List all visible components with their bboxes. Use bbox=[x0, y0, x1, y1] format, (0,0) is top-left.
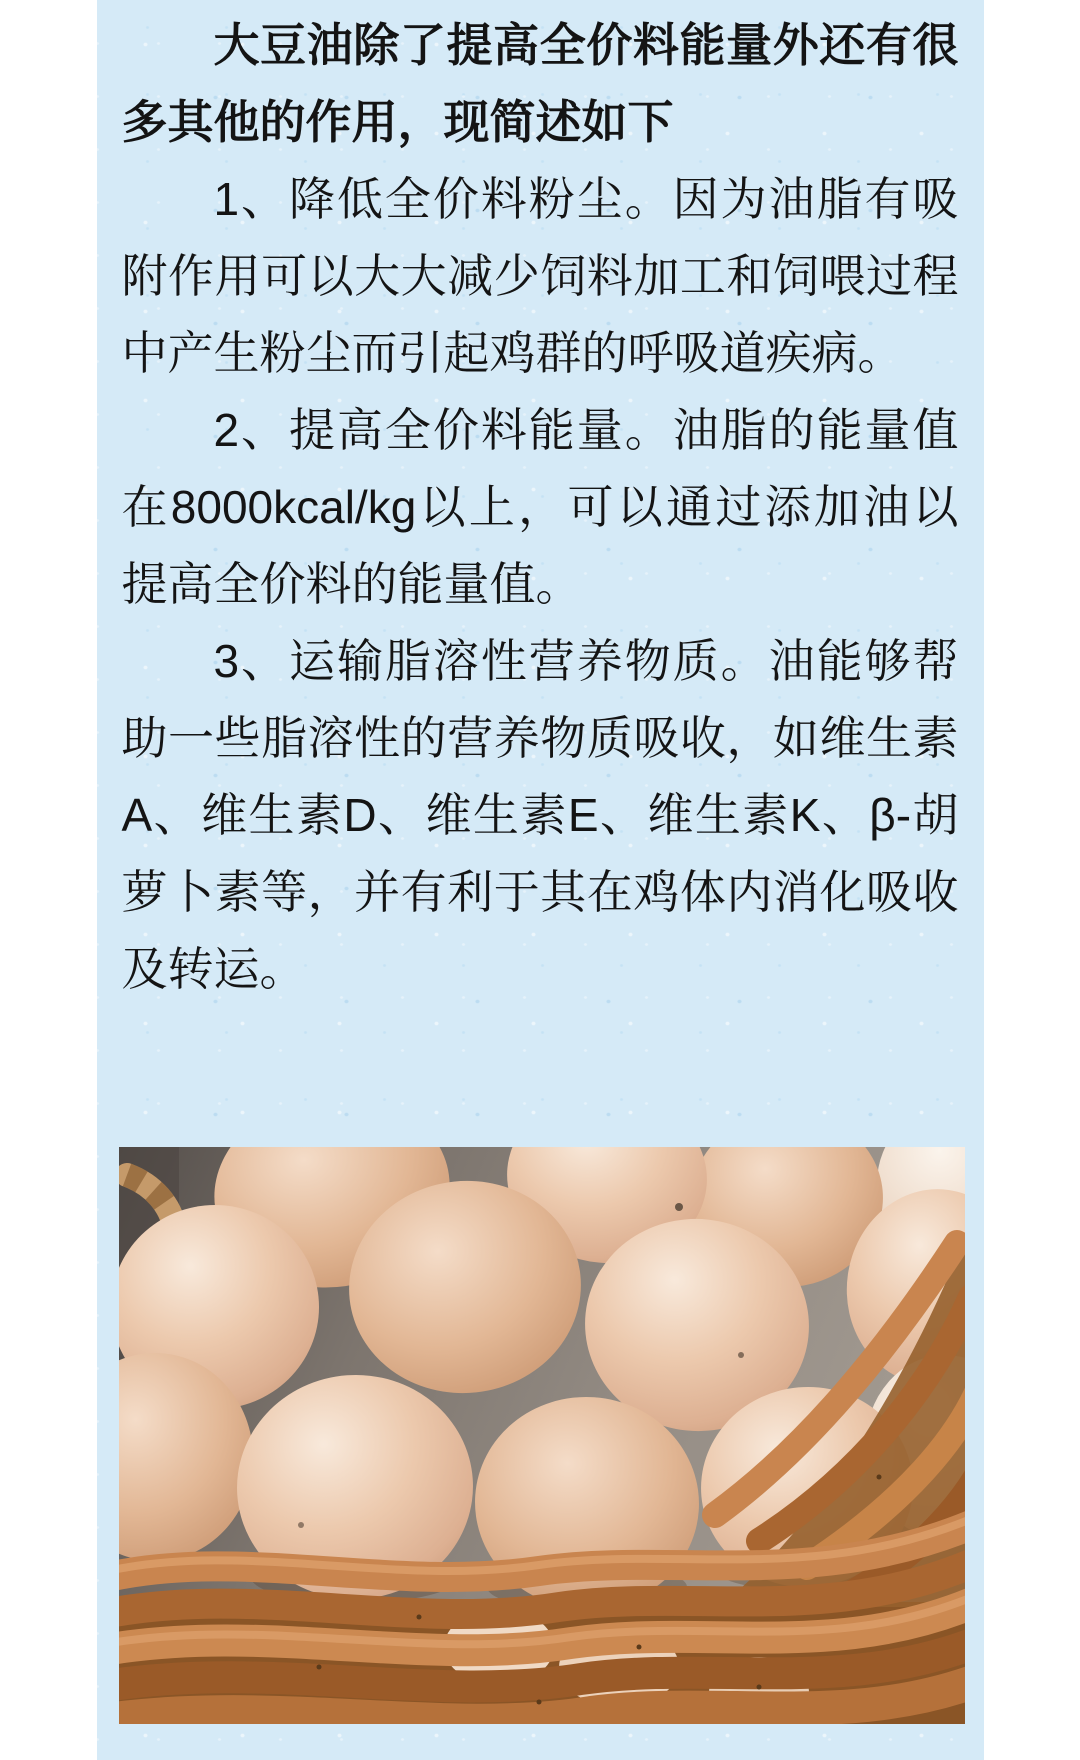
text-line: A、维生素D、维生素E、维生素K、β-胡 bbox=[121, 789, 959, 841]
content-panel bbox=[97, 0, 984, 1760]
text-line: 大豆油除了提高全价料能量外还有很 bbox=[213, 19, 959, 71]
article bbox=[97, 0, 984, 1008]
text-line: 中产生粉尘而引起鸡群的呼吸道疾病。 bbox=[121, 327, 904, 379]
text-line: 提高全价料的能量值。 bbox=[121, 558, 582, 610]
text-line: 萝卜素等，并有利于其在鸡体内消化吸收 bbox=[121, 866, 959, 918]
egg-basket-illustration bbox=[119, 1147, 965, 1724]
text-line: 1、降低全价料粉尘。因为油脂有吸 bbox=[213, 173, 959, 225]
paragraph bbox=[122, 161, 959, 392]
egg-basket-photo bbox=[119, 1147, 965, 1724]
text-line: 多其他的作用，现简述如下 bbox=[121, 96, 674, 148]
text-line: 附作用可以大大减少饲料加工和饲喂过程 bbox=[121, 250, 959, 302]
paragraph bbox=[122, 623, 959, 1008]
text-line: 助一些脂溶性的营养物质吸收，如维生素 bbox=[121, 712, 959, 764]
text-line: 及转运。 bbox=[121, 943, 306, 995]
paragraph bbox=[122, 7, 959, 161]
egg-speckle bbox=[675, 1203, 683, 1211]
text-line: 3、运输脂溶性营养物质。油能够帮 bbox=[213, 635, 959, 687]
paragraph bbox=[122, 392, 959, 623]
text-line: 2、提高全价料能量。油脂的能量值 bbox=[213, 404, 959, 456]
text-line: 在8000kcal/kg以上，可以通过添加油以 bbox=[121, 481, 959, 533]
